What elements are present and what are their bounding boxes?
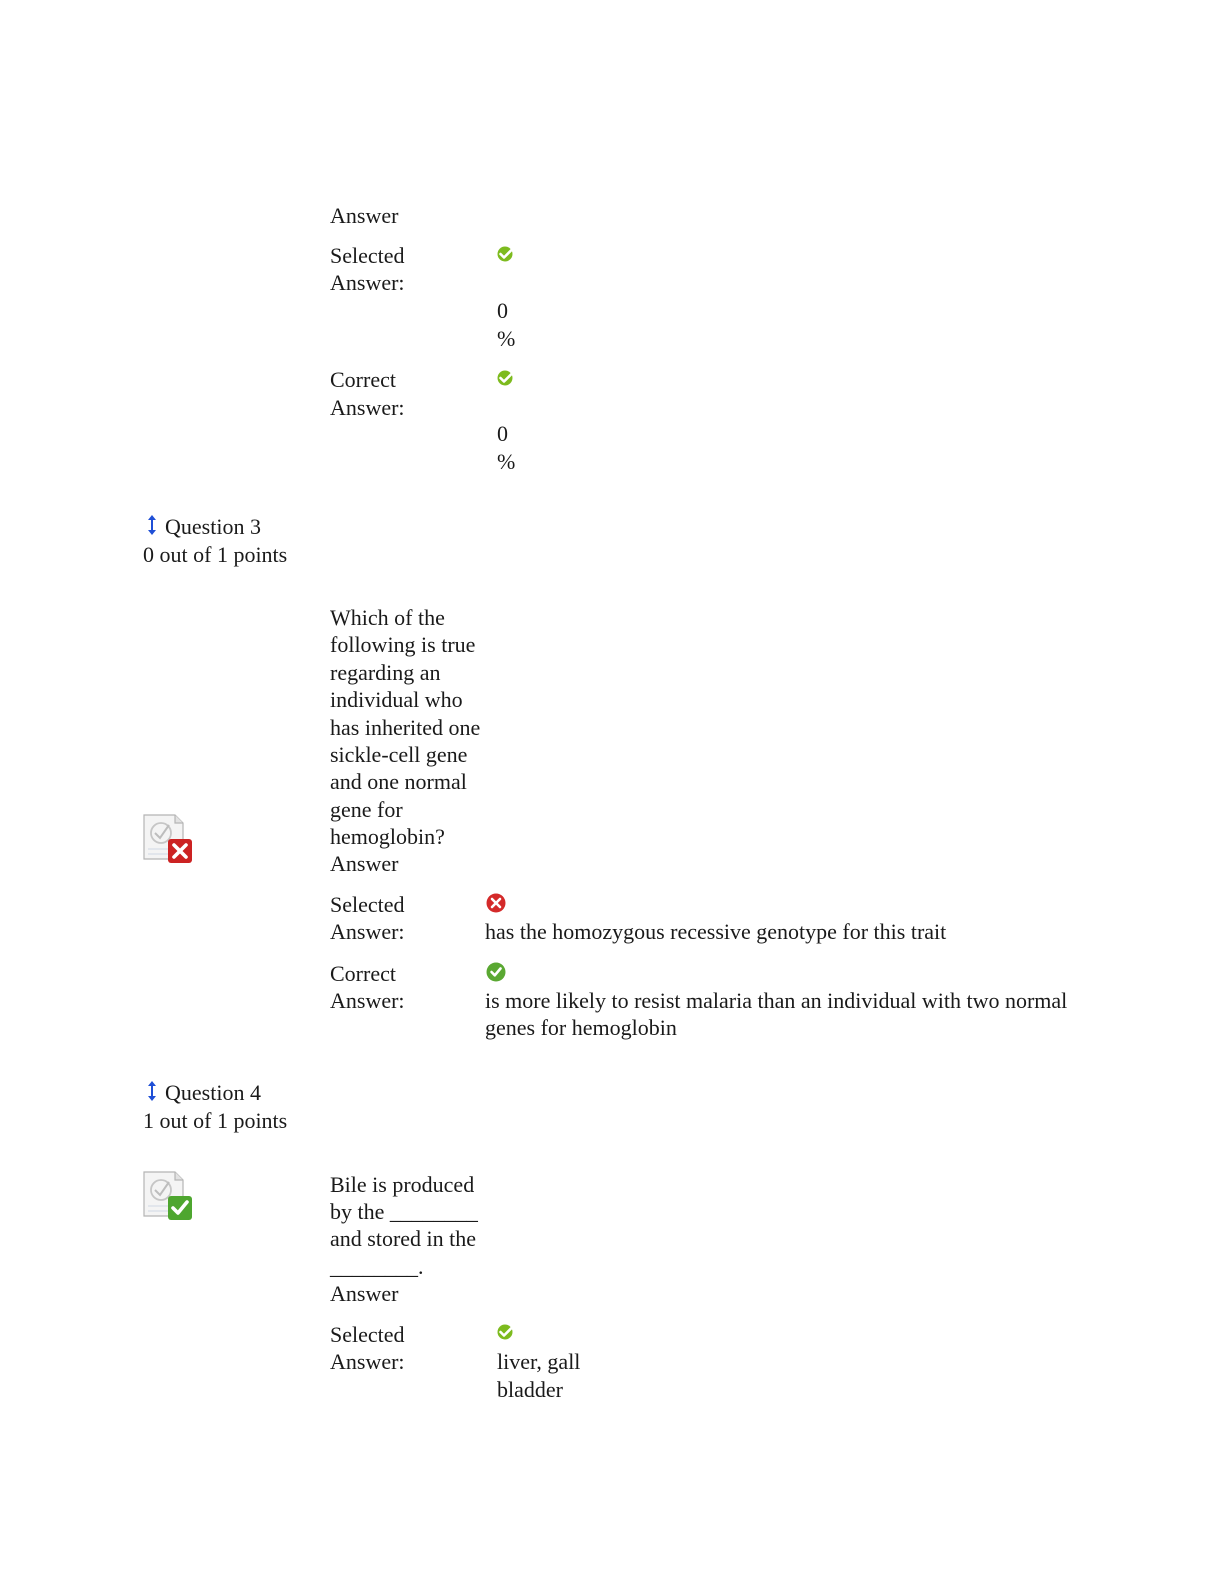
question-text-line: ________.: [330, 1254, 424, 1279]
question-4-title: Question 4: [165, 1080, 261, 1105]
question-4-header: [143, 1079, 261, 1107]
reorder-arrow-icon[interactable]: [143, 513, 161, 537]
correct-answer-label: Correct: [330, 961, 396, 986]
selected-answer-label: Selected: [330, 243, 405, 268]
selected-answer-label: Selected: [330, 892, 405, 917]
correct-answer-unit: %: [497, 449, 516, 474]
question-text-line: hemoglobin?: [330, 824, 445, 849]
question-3-header: [143, 513, 261, 541]
correct-answer-value: 0: [497, 421, 508, 446]
selected-answer-unit: %: [497, 326, 516, 351]
question-text-line: by the ________: [330, 1199, 478, 1224]
correct-icon: [486, 962, 506, 982]
question-text-line: and one normal: [330, 769, 467, 794]
correct-answer-label: Correct: [330, 367, 396, 392]
reorder-arrow-icon[interactable]: [143, 1079, 161, 1103]
question-4-points: 1 out of 1 points: [143, 1108, 288, 1133]
check-icon: [497, 1323, 515, 1341]
correct-answer-text-2: genes for hemoglobin: [485, 1015, 677, 1040]
question-text-line: has inherited one: [330, 715, 481, 740]
selected-answer-label-2: Answer:: [330, 1349, 405, 1374]
correct-answer-text: is more likely to resist malaria than an individual with two normal: [485, 988, 1068, 1013]
selected-answer-value: 0: [497, 298, 508, 323]
answer-heading: Answer: [330, 1281, 399, 1306]
question-text-line: Which of the: [330, 605, 445, 630]
question-text-line: and stored in the: [330, 1226, 477, 1251]
correct-answer-label-2: Answer:: [330, 395, 405, 420]
selected-answer-text: has the homozygous recessive genotype for this trait: [485, 919, 947, 944]
question-3-title: Question 3: [165, 514, 261, 539]
correct-answer-label-2: Answer:: [330, 988, 405, 1013]
question-correct-icon: [141, 1170, 193, 1222]
question-text-line: following is true: [330, 632, 476, 657]
check-icon: [497, 245, 515, 263]
selected-answer-label-2: Answer:: [330, 919, 405, 944]
incorrect-icon: [486, 893, 506, 913]
answer-heading: Answer: [330, 203, 399, 228]
question-text-line: sickle-cell gene: [330, 742, 468, 767]
selected-answer-label: Selected: [330, 1322, 405, 1347]
selected-answer-text-2: bladder: [497, 1377, 563, 1402]
question-incorrect-icon: [141, 813, 193, 865]
question-text-line: individual who: [330, 687, 463, 712]
question-text-line: gene for: [330, 797, 403, 822]
question-3-points: 0 out of 1 points: [143, 542, 288, 567]
selected-answer-label-2: Answer:: [330, 270, 405, 295]
selected-answer-text: liver, gall: [497, 1349, 581, 1374]
check-icon: [497, 369, 515, 387]
question-text-line: regarding an: [330, 660, 441, 685]
question-text-line: Bile is produced: [330, 1172, 475, 1197]
answer-heading: Answer: [330, 851, 399, 876]
